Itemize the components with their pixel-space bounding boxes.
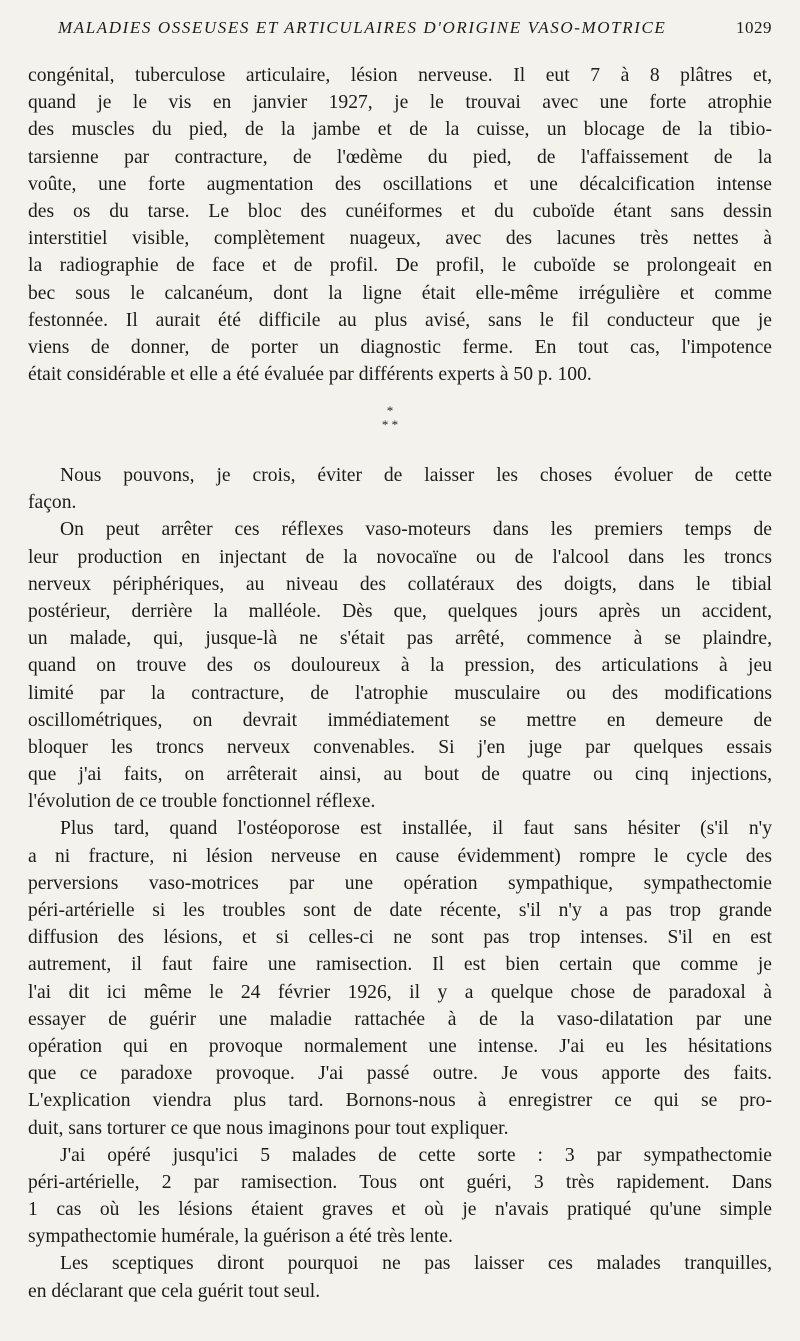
text-line: J'ai opéré jusqu'ici 5 malades de cette sorte : 3 par sympathectomie: [60, 1144, 772, 1166]
text-line: nerveux périphériques, au niveau des collatéraux des doigts, dans le tibial: [28, 573, 772, 595]
text-line: autrement, il faut faire une ramisection. Il est bien certain que comme je: [28, 954, 772, 976]
text-line: péri-artérielle, 2 par ramisection. Tous ont guéri, 3 très rapidement. Dans: [28, 1171, 772, 1193]
running-title: MALADIES OSSEUSES ET ARTICULAIRES D'ORIGINE VASO-MOTRICE: [58, 18, 667, 37]
text-line: perversions vaso-motrices par une opération sympathique, sympathectomie: [28, 872, 772, 894]
text-line: que j'ai faits, on arrêterait ainsi, au bout de quatre ou cinq injections,: [28, 764, 772, 786]
text-line: Plus tard, quand l'ostéoporose est installée, il faut sans hésiter (s'il n'y: [60, 818, 772, 840]
text-line: quand je le vis en janvier 1927, je le trouvai avec une forte atrophie: [28, 92, 772, 114]
text-line: Les sceptiques diront pourquoi ne pas laisser ces malades tranquilles,: [60, 1253, 772, 1275]
text-line: opération qui en provoque normalement une intense. J'ai eu les hésitations: [28, 1035, 772, 1057]
text-line: viens de donner, de porter un diagnostic ferme. En tout cas, l'impotence: [28, 336, 772, 358]
running-header: [58, 18, 772, 46]
text-line: a ni fracture, ni lésion nerveuse en cause évidemment) rompre le cycle des: [28, 845, 772, 867]
text-line: que ce paradoxe provoque. J'ai passé outre. Je vous apporte des faits.: [28, 1063, 772, 1085]
text-line: bloquer les troncs nerveux convenables. Si j'en juge par quelques essais: [28, 736, 772, 758]
text-line: diffusion des lésions, et si celles-ci ne sont pas trop intenses. S'il en est: [28, 927, 772, 949]
text-line: un malade, qui, jusque-là ne s'était pas arrêté, commence à se plaindre,: [28, 628, 772, 650]
text-line: oscillométriques, on devrait immédiatement se mettre en demeure de: [28, 709, 772, 731]
text-line: la radiographie de face et de profil. De profil, le cuboïde se prolongeait en: [28, 255, 772, 277]
text-line: en déclarant que cela guérit tout seul.: [28, 1280, 321, 1302]
text-line: interstitiel visible, complètement nuageux, avec des lacunes très nettes à: [28, 228, 772, 250]
text-line: sympathectomie humérale, la guérison a été très lente.: [28, 1226, 453, 1248]
text-line: duit, sans torturer ce que nous imaginons pour tout expliquer.: [28, 1117, 509, 1139]
text-line: Nous pouvons, je crois, éviter de laisser les choses évoluer de cette: [60, 465, 772, 486]
text-line: l'évolution de ce trouble fonctionnel réflexe.: [28, 791, 376, 813]
section-separator-asterisks: [360, 404, 420, 438]
text-line: festonnée. Il aurait été difficile au plus avisé, sans le fil conducteur que je: [28, 309, 772, 331]
text-line: postérieur, derrière la malléole. Dès que, quelques jours après un accident,: [28, 600, 772, 622]
paragraph-case-report: [28, 62, 772, 388]
text-line: des muscles du pied, de la jambe et de la cuisse, un blocage de la tibio-: [28, 119, 772, 141]
text-line: L'explication viendra plus tard. Bornons-nous à enregistrer ce qui se pro-: [28, 1090, 772, 1112]
asterisk-top: *: [386, 403, 394, 418]
text-line: l'ai dit ici même le 24 février 1926, il y a quelque chose de paradoxal à: [28, 981, 772, 1003]
text-line: quand on trouve des os douloureux à la pression, des articulations à jeu: [28, 655, 772, 677]
text-line: limité par la contracture, de l'atrophie musculaire ou des modifications: [28, 682, 772, 704]
text-line: bec sous le calcanéum, dont la ligne était elle-même irrégulière et comme: [28, 282, 772, 304]
text-line: des os du tarse. Le bloc des cunéiformes et du cuboïde étant sans dessin: [28, 200, 772, 222]
text-line: On peut arrêter ces réflexes vaso-moteurs dans les premiers temps de: [60, 519, 772, 541]
text-line: était considérable et elle a été évaluée par différents experts à 50 p. 100.: [28, 364, 592, 386]
text-line: péri-artérielle si les troubles sont de date récente, s'il n'y a pas trop grande: [28, 900, 772, 921]
text-line: tarsienne par contracture, de l'œdème du pied, de l'affaissement de la: [28, 146, 772, 168]
page-number: 1029: [736, 18, 772, 37]
text-line: 1 cas où les lésions étaient graves et où je n'avais pratiqué qu'une simple: [28, 1199, 772, 1221]
asterisk-bottom: * *: [381, 417, 399, 432]
paragraph-discussion: [28, 462, 772, 1305]
text-line: congénital, tuberculose articulaire, lésion nerveuse. Il eut 7 à 8 plâtres et,: [28, 65, 772, 86]
text-line: façon.: [28, 492, 77, 514]
text-line: leur production en injectant de la novocaïne ou de l'alcool dans les troncs: [28, 546, 772, 568]
text-line: essayer de guérir une maladie rattachée à de la vaso-dilatation par une: [28, 1008, 772, 1030]
text-line: voûte, une forte augmentation des oscillations et une décalcification intense: [28, 173, 772, 195]
